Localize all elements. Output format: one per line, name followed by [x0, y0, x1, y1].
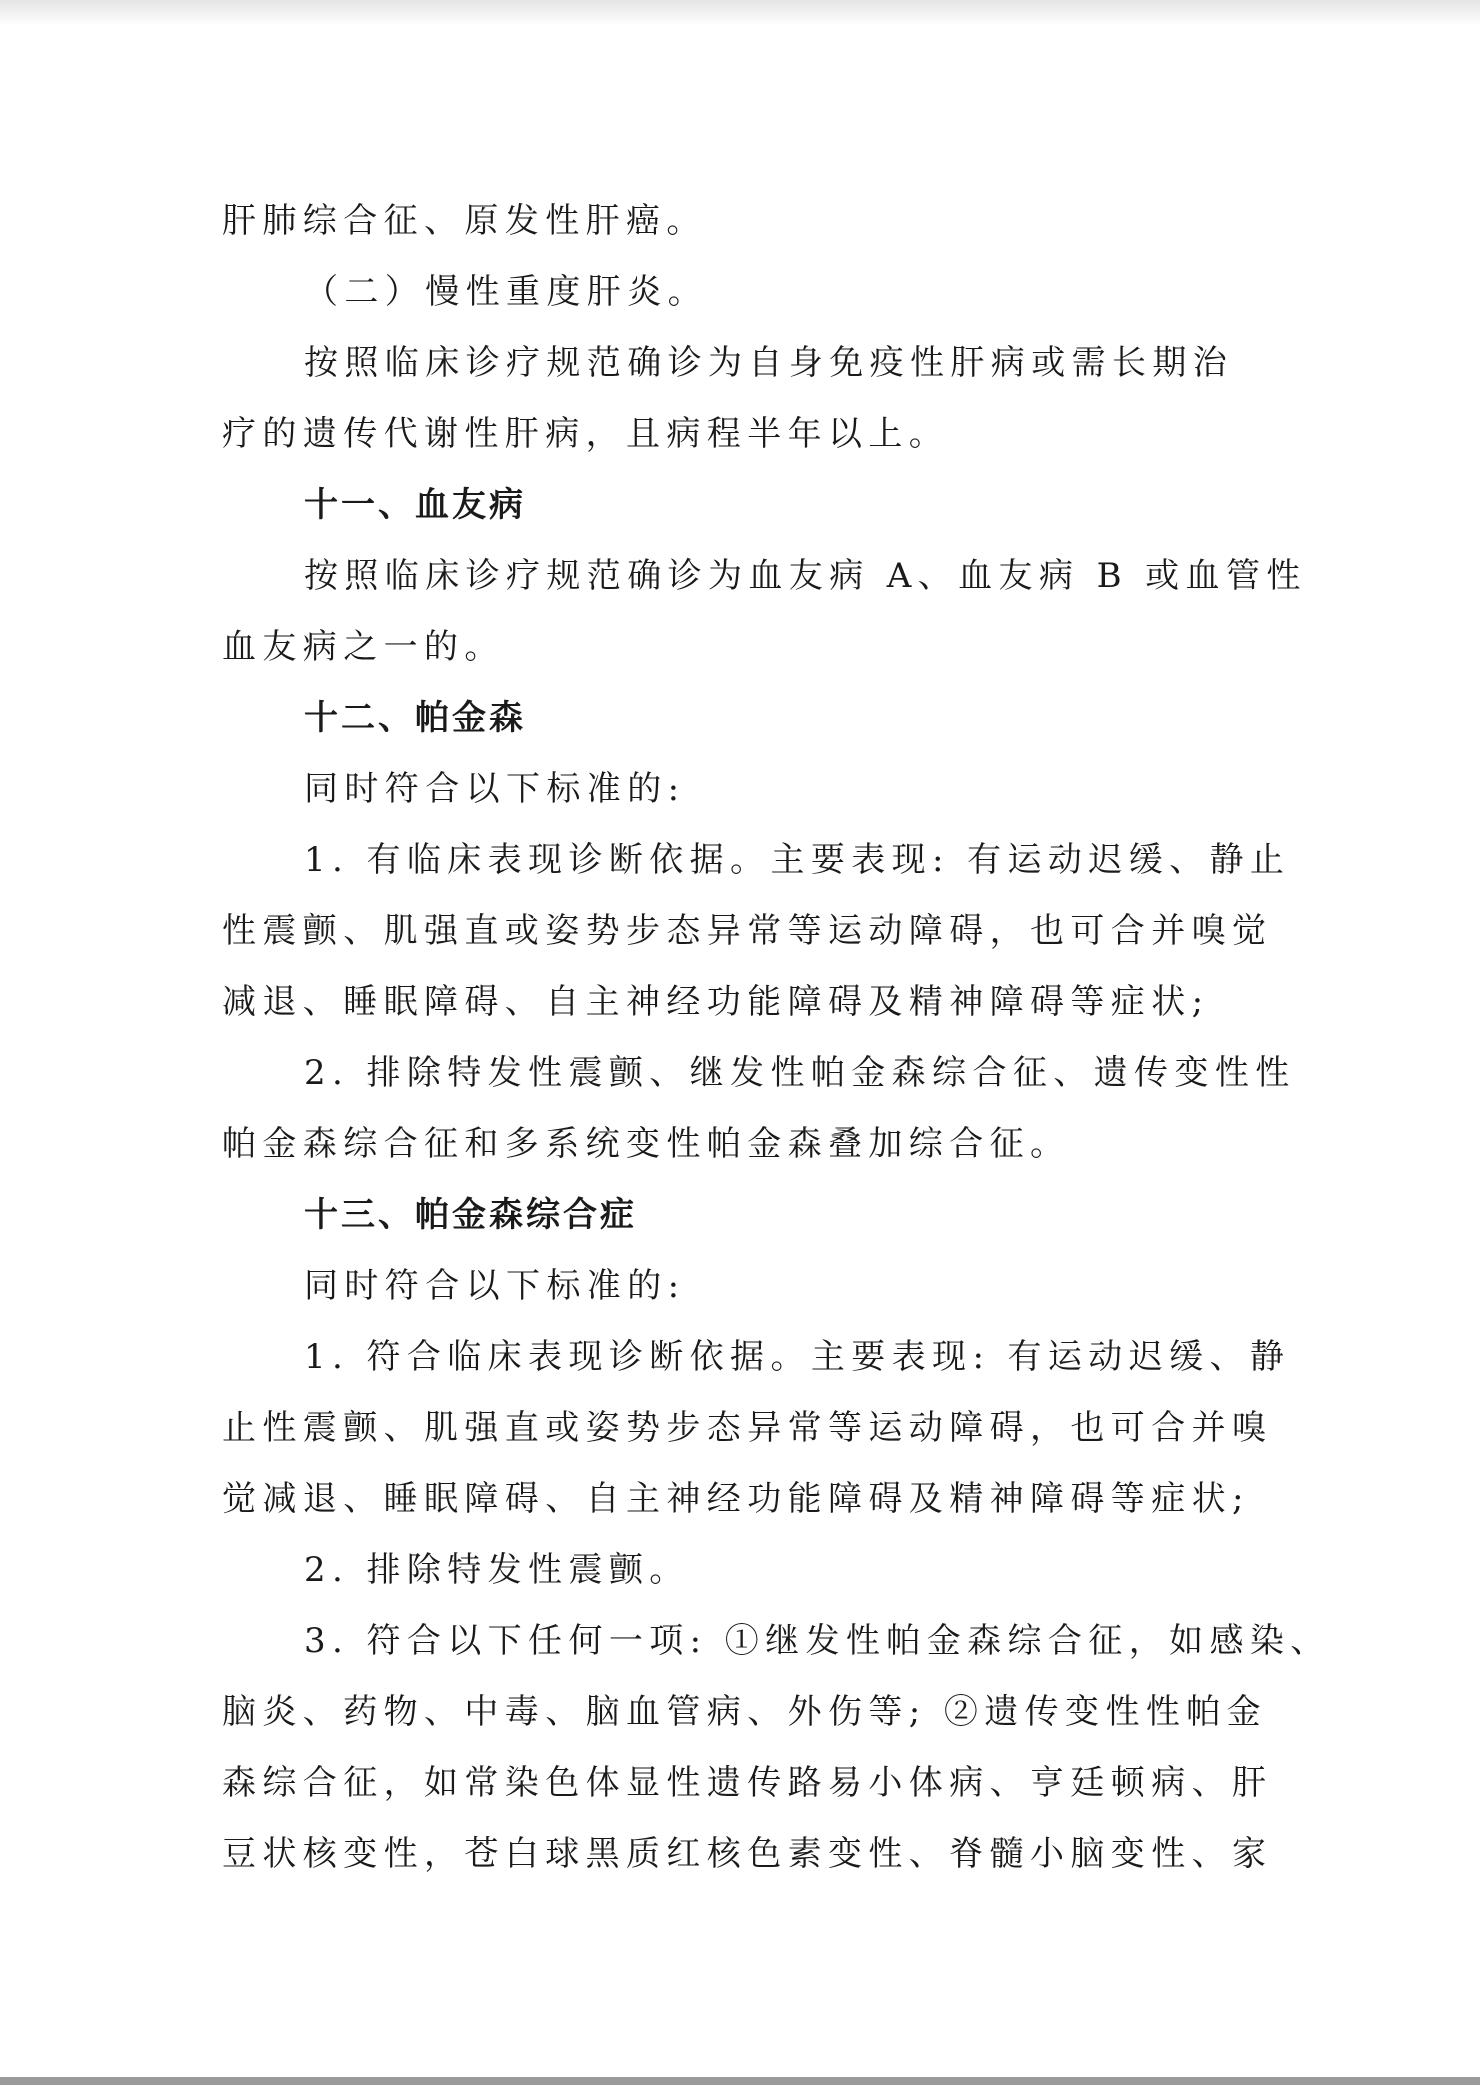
section-heading: 十一、血友病 — [304, 485, 526, 525]
body-line: 2. 排除特发性震颤、继发性帕金森综合征、遗传变性性 — [304, 1053, 1296, 1093]
body-line: 3. 符合以下任何一项: ①继发性帕金森综合征，如感染、 — [304, 1621, 1331, 1661]
body-line: 1. 符合临床表现诊断依据。主要表现: 有运动迟缓、静 — [304, 1337, 1291, 1377]
section-heading: 十二、帕金森 — [304, 698, 526, 738]
body-line: 按照临床诊疗规范确诊为自身免疫性肝病或需长期治 — [304, 343, 1234, 383]
body-line: 帕金森综合征和多系统变性帕金森叠加综合征。 — [222, 1124, 1071, 1164]
body-line: 减退、睡眠障碍、自主神经功能障碍及精神障碍等症状; — [222, 982, 1210, 1022]
subsection-heading: （二）慢性重度肝炎。 — [304, 272, 708, 312]
body-line: 止性震颤、肌强直或姿势步态异常等运动障碍，也可合并嗅 — [222, 1408, 1273, 1448]
document-page — [222, 186, 1331, 1890]
scan-edge-bottom — [0, 2077, 1480, 2085]
body-line: 觉减退、睡眠障碍、自主神经功能障碍及精神障碍等症状; — [222, 1479, 1250, 1519]
body-line: 豆状核变性，苍白球黑质红核色素变性、脊髓小脑变性、家 — [222, 1834, 1273, 1874]
body-line: 森综合征，如常染色体显性遗传路易小体病、亨廷顿病、肝 — [222, 1763, 1273, 1803]
body-line: 同时符合以下标准的: — [304, 1266, 686, 1306]
body-line: 同时符合以下标准的: — [304, 769, 686, 809]
body-line: 性震颤、肌强直或姿势步态异常等运动障碍，也可合并嗅觉 — [222, 911, 1273, 951]
body-line: 2. 排除特发性震颤。 — [304, 1550, 690, 1590]
body-line: 按照临床诊疗规范确诊为血友病 A、血友病 B 或血管性 — [304, 556, 1307, 596]
body-line: 血友病之一的。 — [222, 627, 505, 667]
body-line: 肝肺综合征、原发性肝癌。 — [222, 201, 707, 241]
body-line: 疗的遗传代谢性肝病，且病程半年以上。 — [222, 414, 950, 454]
scan-edge-top — [0, 0, 1480, 26]
body-line: 脑炎、药物、中毒、脑血管病、外伤等; ②遗传变性性帕金 — [222, 1692, 1268, 1732]
section-heading: 十三、帕金森综合症 — [304, 1195, 637, 1235]
body-line: 1. 有临床表现诊断依据。主要表现: 有运动迟缓、静止 — [304, 840, 1291, 880]
